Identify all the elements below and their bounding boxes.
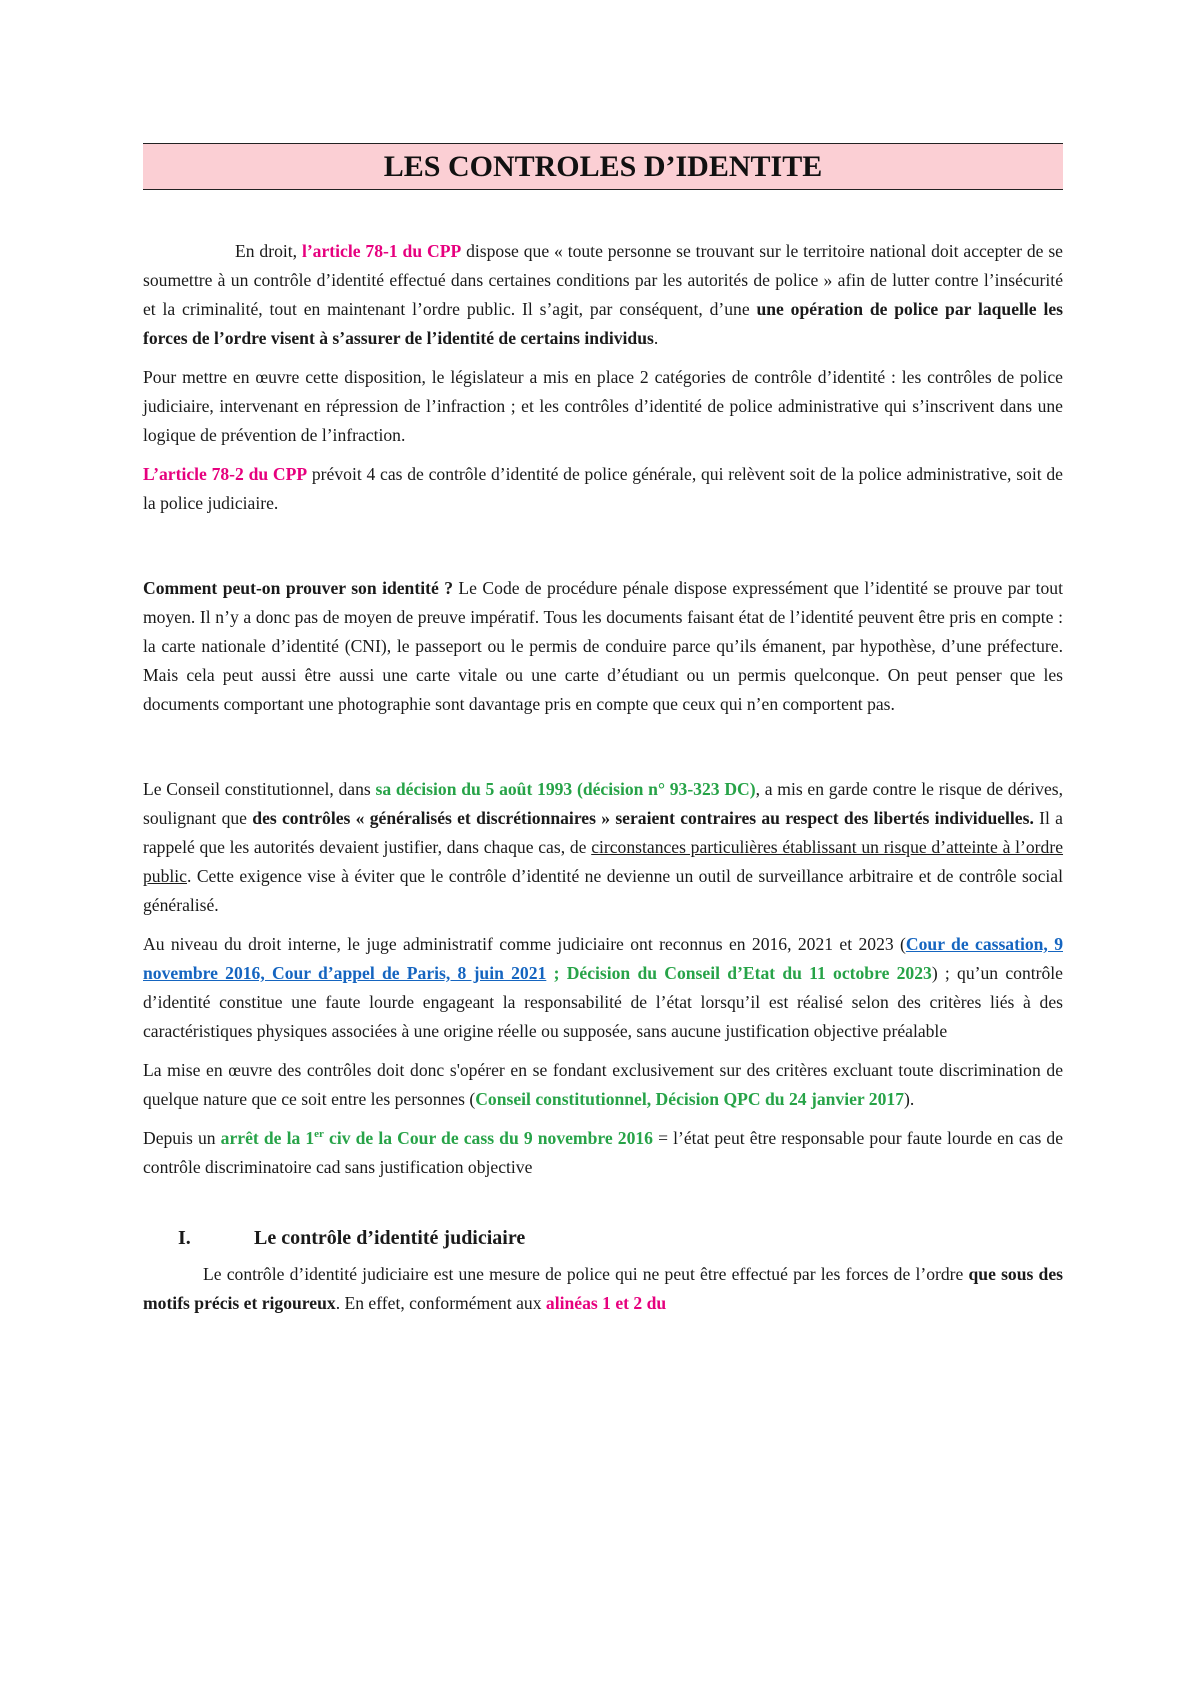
text: ). xyxy=(904,1089,915,1109)
text: ) ; qu’un contrôle d’identité constitue une faute lourde engageant la responsabilité de l’état lorsqu’il est réalisé selon des critères liés à des caractéristiques physiques associées à une origine réelle ou supposée, sans aucune justification objective préalable xyxy=(143,963,1063,1041)
section-title: Le contrôle d’identité judiciaire xyxy=(254,1227,526,1249)
text: Le Code de procédure pénale dispose expressément que l’identité se prouve par tout moyen. Il n’y a donc pas de moyen de preuve impératif. Tous les documents faisant état de l’identité peuvent être pris en compte : la carte nationale d’identité (CNI), le passeport ou le permis de conduire parce qu’ils émanent, par hypothèse, d’une préfecture. Mais cela peut aussi être aussi une carte vitale ou une carte d’étudiant ou un permis quelconque. On peut penser que les documents comportant une photographie sont davantage pris en compte que ceux qui n’en comportent pas. xyxy=(143,578,1063,714)
section-number: I. xyxy=(178,1227,191,1249)
paragraph-judiciaire xyxy=(143,1260,1063,1318)
text: Au niveau du droit interne, le juge administratif comme judiciaire ont reconnus en 2016, 2021 et 2023 ( xyxy=(143,934,906,954)
title-banner xyxy=(143,143,1063,190)
text: Le Conseil constitutionnel, dans xyxy=(143,779,376,799)
legal-reference: alinéas 1 et 2 du xyxy=(545,1293,667,1313)
case-reference: Conseil constitutionnel, Décision QPC du 24 janvier 2017 xyxy=(475,1089,904,1109)
paragraph-droit-interne xyxy=(143,930,1063,1046)
legal-reference: L’article 78-2 du CPP xyxy=(143,464,308,484)
bold-text: une opération de police par laquelle les forces de l’ordre visent à s’assurer de l’identité de certains individus xyxy=(143,299,1063,348)
paragraph-mise-en-oeuvre xyxy=(143,1056,1063,1114)
bold-text: que sous des motifs précis et rigoureux xyxy=(143,1264,1063,1313)
text: Le contrôle d’identité judiciaire est une mesure de police qui ne peut être effectué par les forces de l’ordre xyxy=(203,1264,969,1284)
text: . Cette exigence vise à éviter que le contrôle d’identité ne devienne un outil de surveillance arbitraire et de contrôle social généralisé. xyxy=(143,866,1063,915)
text: La mise en œuvre des contrôles doit donc s'opérer en se fondant exclusivement sur des critères excluant toute discrimination de quelque nature que ce soit entre les personnes ( xyxy=(143,1060,1063,1109)
text: prévoit 4 cas de contrôle d’identité de police générale, qui relèvent soit de la police administrative, soit de la police judiciaire. xyxy=(143,464,1063,513)
bold-text: des contrôles « généralisés et discrétionnaires » seraient contraires au respect des libertés individuelles. xyxy=(252,808,1034,828)
text: . En effet, conformément aux xyxy=(335,1293,546,1313)
case-reference: sa décision du 5 août 1993 (décision n° 93-323 DC) xyxy=(375,779,756,799)
paragraph-depuis xyxy=(143,1124,1063,1182)
bold-text: Comment peut-on prouver son identité ? xyxy=(143,578,453,598)
paragraph-article-78-2 xyxy=(143,460,1063,518)
text: dispose que « toute personne se trouvant sur le territoire national doit accepter de se soumettre à un contrôle d’identité effectué dans certaines conditions par les autorités de police » afin de lutter contre l’insécurité et la criminalité, tout en maintenant l’ordre public. Il s’agit, par conséquent, d’une xyxy=(143,241,1063,319)
text: Depuis un xyxy=(143,1128,221,1148)
text: En droit, xyxy=(235,241,302,261)
underlined-text: circonstances particulières établissant un risque d’atteinte à l’ordre public xyxy=(143,837,1064,886)
paragraph-intro xyxy=(143,237,1063,353)
case-reference: civ de la Cour de cass du 9 novembre 2016 xyxy=(323,1128,653,1148)
case-reference: arrêt de la 1 xyxy=(220,1128,315,1148)
separator: ; xyxy=(546,963,567,983)
page-title: LES CONTROLES D’IDENTITE xyxy=(383,150,823,183)
document-body xyxy=(143,237,1063,1318)
section-heading xyxy=(143,1222,1063,1254)
case-link[interactable]: Cour de cassation, 9 novembre 2016, Cour d’appel de Paris, 8 juin 2021 xyxy=(143,934,1063,983)
case-reference: Décision du Conseil d’Etat du 11 octobre 2023 xyxy=(566,963,932,983)
paragraph-categories: Pour mettre en œuvre cette disposition, le législateur a mis en place 2 catégories de contrôle d’identité : les contrôles de police judiciaire, intervenant en répression de l’infraction ; et les contrôles d’identité de police administrative qui s’inscrivent dans une logique de prévention de l’infraction. xyxy=(143,367,1063,445)
paragraph-conseil xyxy=(143,775,1063,920)
text: = l’état peut être responsable pour faute lourde en cas de contrôle discriminatoire cad sans justification objective xyxy=(143,1128,1064,1177)
paragraph-proof xyxy=(143,574,1063,719)
text: , a mis en garde contre le risque de dérives, soulignant que xyxy=(143,779,1064,828)
text: . xyxy=(653,328,659,348)
text: Il a rappelé que les autorités devaient justifier, dans chaque cas, de xyxy=(143,808,1063,857)
legal-reference: l’article 78-1 du CPP xyxy=(301,241,462,261)
case-reference-sup: er xyxy=(314,1128,324,1141)
